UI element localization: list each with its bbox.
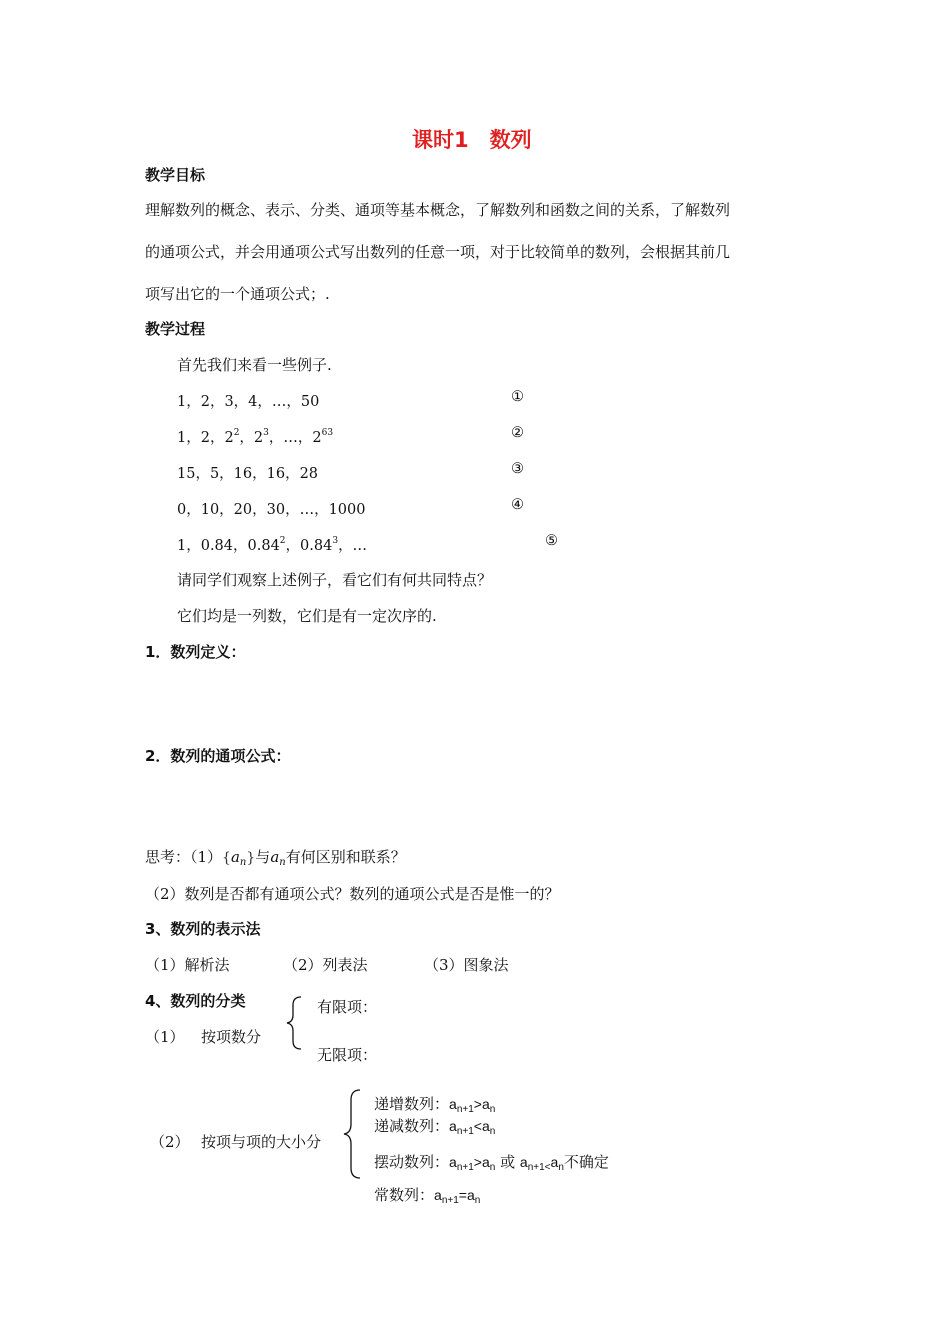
seq2-part: ，…，2 bbox=[268, 430, 322, 446]
sequence-4-mark: ④ bbox=[511, 497, 524, 513]
sym-a: a bbox=[434, 1187, 442, 1203]
sequence-3-mark: ③ bbox=[511, 461, 524, 477]
sequence-1: 1，2，3，4，…，50 bbox=[177, 394, 320, 410]
sym-n: n bbox=[558, 1162, 564, 1173]
infinite-label: 无限项： bbox=[317, 1046, 378, 1064]
think-an-a2: a bbox=[270, 848, 280, 866]
objectives-line-2: 的通项公式，并会用通项公式写出数列的任意一项，对于比较简单的数列，会根据其前几 bbox=[145, 243, 731, 261]
general-term-heading: 2．数列的通项公式： bbox=[145, 747, 291, 765]
sym-a: a bbox=[481, 1096, 490, 1112]
representation-heading: 3、数列的表示法 bbox=[145, 920, 261, 938]
osc-uncertain: 不确定 bbox=[563, 1153, 609, 1171]
think-line-2: （2）数列是否都有通项公式？数列的通项公式是否是惟一的？ bbox=[145, 885, 560, 903]
objectives-line-3: 项写出它的一个通项公式；. bbox=[145, 285, 330, 303]
sym-n1: n+1 bbox=[456, 1126, 474, 1137]
seq2-part: ，2 bbox=[239, 430, 264, 446]
finite-label: 有限项： bbox=[317, 998, 378, 1016]
sym-n1: n+1 bbox=[527, 1162, 545, 1173]
class2-text: 按项与项的大小分 bbox=[201, 1133, 322, 1151]
process-heading: 教学过程 bbox=[145, 320, 206, 338]
brace-1 bbox=[284, 995, 306, 1051]
think-mid: 与 bbox=[255, 848, 271, 866]
sym-n: n bbox=[489, 1162, 496, 1173]
rep-item-table: （2）列表法 bbox=[283, 956, 368, 974]
sym-n1: n+1 bbox=[456, 1104, 474, 1115]
process-intro: 首先我们来看一些例子. bbox=[177, 356, 332, 374]
seq5-exp: 3 bbox=[332, 536, 339, 546]
sequence-5-mark: ⑤ bbox=[545, 533, 558, 549]
sym-n: n bbox=[489, 1104, 496, 1115]
constant-row bbox=[374, 1184, 480, 1206]
sym-n1: n+1 bbox=[456, 1162, 474, 1173]
sym-a: a bbox=[481, 1154, 490, 1170]
oscillating-row bbox=[374, 1151, 609, 1173]
objectives-line-1: 理解数列的概念、表示、分类、通项等基本概念，了解数列和函数之间的关系，了解数列 bbox=[145, 201, 731, 219]
think-an-n: n bbox=[239, 857, 247, 868]
think-suffix: 有何区别和联系？ bbox=[285, 848, 406, 866]
sym-a: a bbox=[449, 1118, 457, 1134]
sequence-1-mark: ① bbox=[511, 389, 524, 405]
class2-label: （2） bbox=[150, 1133, 190, 1151]
think-line-1: 思考：$(1)\{a_n\}$与$a_n$有何区别和联系？ bbox=[145, 848, 406, 868]
seq5-part: 1，0.84，0.84 bbox=[177, 538, 280, 554]
brace-2 bbox=[340, 1088, 364, 1180]
objectives-heading: 教学目标 bbox=[145, 166, 206, 184]
think-prefix: 思考：（1） bbox=[145, 848, 223, 866]
constant-label: 常数列： bbox=[374, 1186, 435, 1204]
decreasing-row bbox=[374, 1115, 495, 1137]
sequence-2 bbox=[177, 426, 333, 447]
seq2-exp: 63 bbox=[321, 428, 334, 438]
increasing-row bbox=[374, 1093, 495, 1115]
sym-gt: > bbox=[473, 1154, 482, 1170]
rep-item-analytic: （1）解析法 bbox=[145, 956, 230, 974]
seq5-exp: 2 bbox=[279, 536, 286, 546]
sym-a: a bbox=[449, 1154, 457, 1170]
sym-lt: < bbox=[544, 1162, 551, 1173]
sym-n: n bbox=[489, 1126, 496, 1137]
oscillating-label: 摆动数列： bbox=[374, 1153, 450, 1171]
definition-heading: 1．数列定义： bbox=[145, 643, 246, 661]
sequence-4: 0，10，20，30，…，1000 bbox=[177, 502, 366, 518]
process-answer: 它们均是一列数，它们是有一定次序的. bbox=[177, 607, 437, 625]
seq2-part: 1，2，2 bbox=[177, 430, 234, 446]
rep-item-graph: （3）图象法 bbox=[424, 956, 509, 974]
process-question: 请同学们观察上述例子，看它们有何共同特点？ bbox=[177, 571, 493, 589]
sym-a: a bbox=[550, 1154, 559, 1170]
decreasing-label: 递减数列： bbox=[374, 1117, 450, 1135]
sequence-3: 15，5，16，16，28 bbox=[177, 466, 319, 482]
sym-a: a bbox=[519, 1154, 528, 1170]
sym-n: n bbox=[474, 1195, 481, 1206]
sym-a: a bbox=[481, 1118, 490, 1134]
seq2-exp: 2 bbox=[233, 428, 240, 438]
osc-or: 或 bbox=[500, 1153, 516, 1171]
sequence-5 bbox=[177, 534, 367, 555]
seq5-part: ，… bbox=[338, 538, 368, 554]
sequence-2-mark: ② bbox=[511, 425, 524, 441]
page-title: 课时1 数列 bbox=[412, 128, 532, 152]
sym-n1: n+1 bbox=[441, 1195, 459, 1206]
seq2-exp: 3 bbox=[263, 428, 269, 438]
think-an-a: a bbox=[230, 848, 240, 866]
think-an-n2: n bbox=[279, 857, 286, 868]
seq5-part: ，0.84 bbox=[285, 538, 333, 554]
class1-text: 按项数分 bbox=[201, 1028, 262, 1046]
class1-label: （1） bbox=[145, 1028, 185, 1046]
sym-lt: < bbox=[473, 1118, 482, 1134]
sym-a: a bbox=[449, 1096, 457, 1112]
sym-a: a bbox=[466, 1187, 475, 1203]
increasing-label: 递增数列： bbox=[374, 1095, 450, 1113]
classification-heading: 4、数列的分类 bbox=[145, 992, 246, 1010]
sym-eq: = bbox=[458, 1187, 467, 1203]
sym-gt: > bbox=[473, 1096, 482, 1112]
